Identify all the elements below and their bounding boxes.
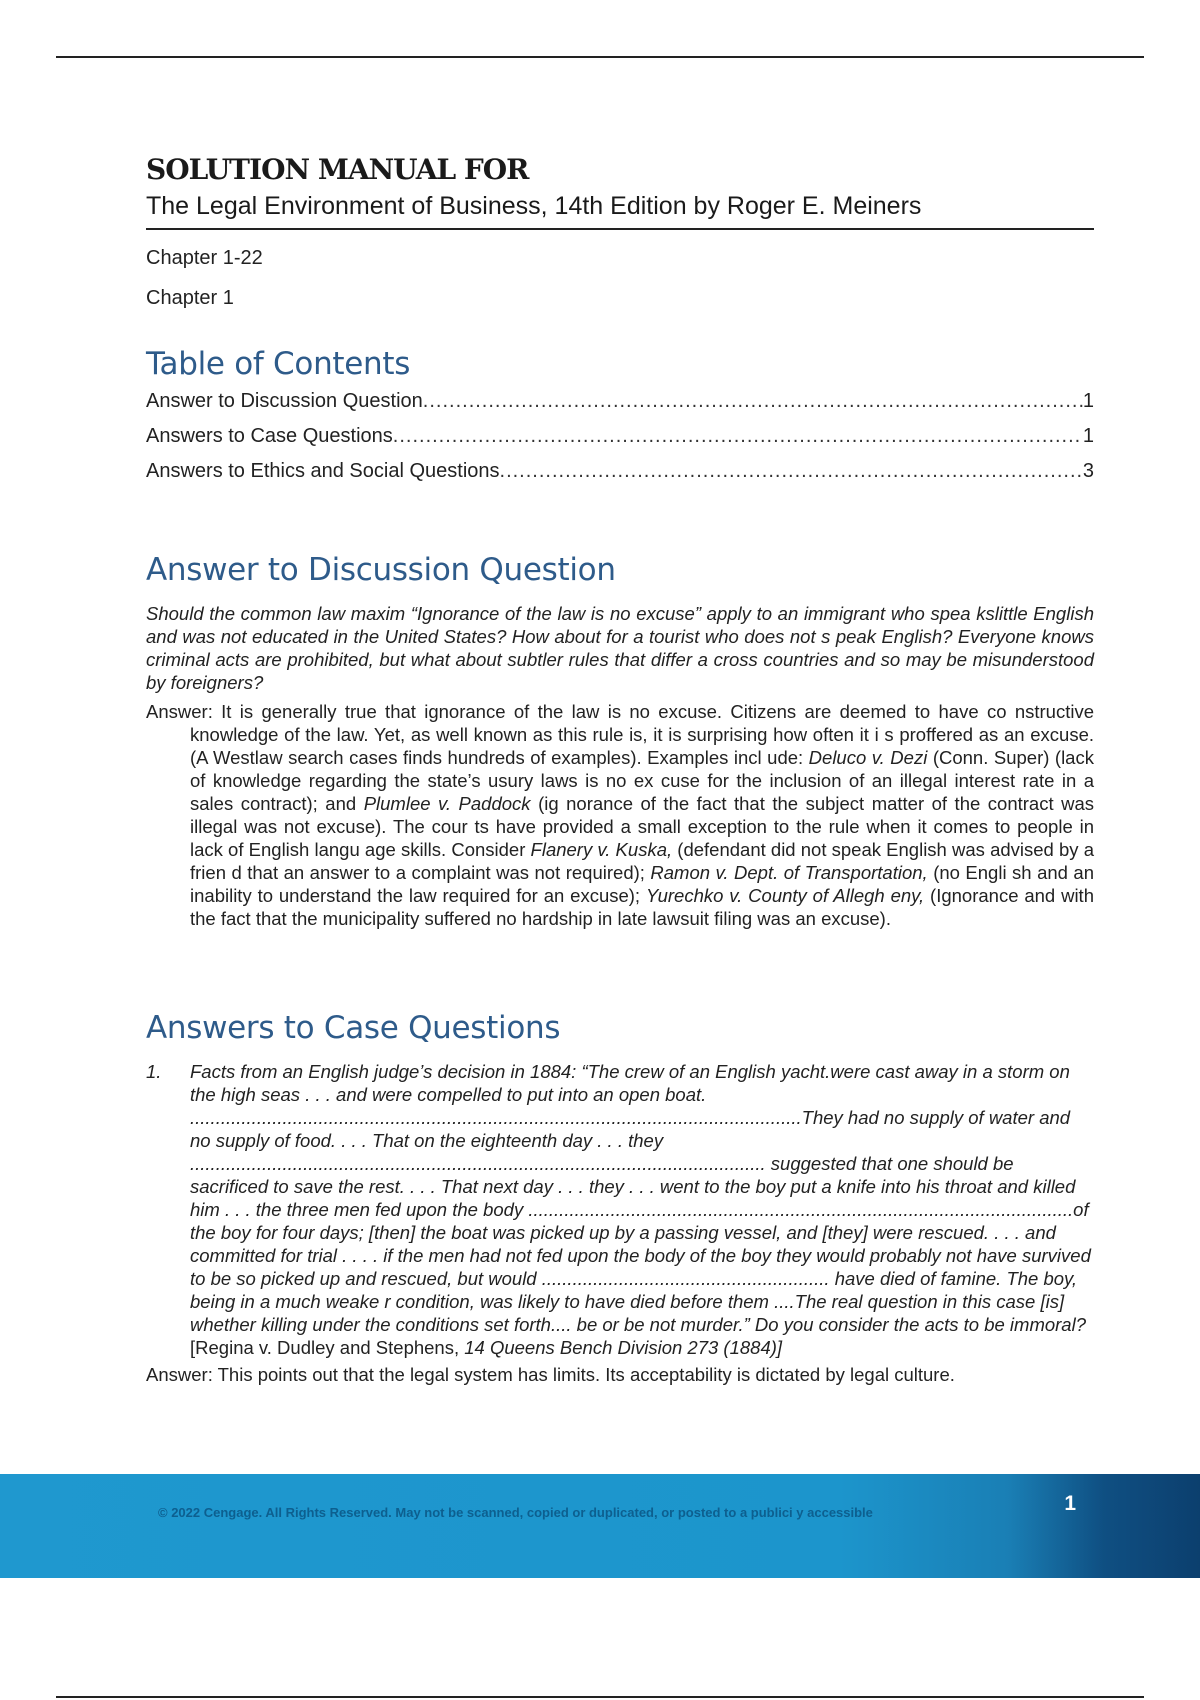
toc-entry[interactable]: [146, 384, 1094, 419]
toc-entry-page: 1: [1082, 390, 1094, 412]
document-subtitle: The Legal Environment of Business, 14th Edition by Roger E. Meiners: [146, 188, 1094, 230]
answer-text-segment: (no Engli sh and an inability to understand the law required for an excuse);: [190, 862, 1094, 906]
case-citation: Flanery v. Kuska,: [530, 839, 673, 860]
case-citation-line: [190, 1336, 1094, 1359]
chapters-range: Chapter 1-22: [146, 247, 263, 269]
toc-leader: [500, 454, 1083, 489]
case-citation: Yurechko v. County of Allegh eny,: [645, 885, 925, 906]
toc-entry-label: Answers to Case Questions: [146, 425, 393, 447]
discussion-question: Should the common law maxim “Ignorance of the law is no excuse” apply to an immigrant who spea kslittle English and was not educated in the United States? How about for a tourist who does not s peak English? Everyone knows criminal acts are prohibited, but what about subtler rules that differ a cross countries and so may be misunderstood by foreigners?: [146, 603, 1094, 693]
case-citation: Plumlee v. Paddock: [363, 793, 531, 814]
toc-entry-label: Answer to Discussion Question: [146, 390, 423, 412]
toc-entry[interactable]: [146, 419, 1094, 454]
footer-band: [0, 1474, 1200, 1578]
case-question-text: Facts from an English judge’s decision in 1884: “The crew of an English yacht.were cast away in a storm on the high seas . . . and were compelled to put into an open boat. .......................................................................................................................They had no supply of water and no supply of food. . . . That on the eighteenth day . . . they ................................................................................................................ suggested that one should be sacrificed to save the rest. . . . That next day . . . they . . . went to the boy put a knife into his throat and killed him . . . the three men fed upon the body ..........................................................................................................of the boy for four days; [then] the boat was picked up by a passing vessel, and [they] were rescued. . . . and committed for trial . . . . if the men had not fed upon the body of the boy they would probably not have survived to be so picked up and rescued, but would ........................................................ have died of famine. The boy, being in a much weake r condition, was likely to have died before them ....The real question in this case [is] whether killing under the conditions set forth.... be or be not murder.” Do you consider the acts to be immoral?: [190, 1061, 1091, 1335]
answer-text-segment: (Ignorance and with the fact that the municipality suffered no hardship in late lawsuit filing was an excuse).: [190, 885, 1094, 929]
document-header: [146, 152, 1094, 310]
answer-text-segment: (ig norance of the fact that the subject matter of the contract was illegal was not excuse). The cour ts have provided a small exception to the rule when it comes to people in lack of English langu age skills. Consider: [190, 793, 1094, 860]
case-item-body: [190, 1060, 1094, 1359]
toc-heading: Table of Contents: [146, 346, 411, 382]
chapter-label: Chapter 1: [146, 287, 234, 309]
document-title: SOLUTION MANUAL FOR: [146, 153, 529, 186]
bottom-rule: [56, 1696, 1144, 1698]
top-rule: [56, 56, 1144, 58]
case-citation-reporter: 14 Queens Bench Division 273 (1884)]: [459, 1337, 783, 1358]
toc-entry[interactable]: [146, 454, 1094, 489]
toc-entry-label: Answers to Ethics and Social Questions: [146, 460, 500, 482]
toc-leader: [393, 419, 1083, 454]
answer-text-segment: Answer: It is generally true that ignorance of the law is no excuse. Citizens are deemed to have co nstructive knowledge of the law. Yet, as well known as this rule is, it is surprising how often it i s proffered as an excuse. (A Westlaw search cases finds hundreds of examples). Examples incl ude:: [146, 701, 1094, 768]
discussion-heading: Answer to Discussion Question: [146, 552, 616, 588]
case-answer: Answer: This points out that the legal system has limits. Its acceptability is dictated by legal culture.: [146, 1364, 955, 1385]
case-questions-heading: Answers to Case Questions: [146, 1010, 561, 1046]
copyright-notice: © 2022 Cengage. All Rights Reserved. May not be scanned, copied or duplicated, or posted to a publici y accessible: [158, 1505, 873, 1520]
case-citation: Ramon v. Dept. of Transportation,: [650, 862, 928, 883]
answer-text-segment: (Conn. Super) (lack of knowledge regarding the state’s usury laws is no ex cuse for the inclusion of an illegal interest rate in a sales contract); and: [190, 747, 1094, 814]
case-citation-name: [Regina v. Dudley and Stephens,: [190, 1337, 460, 1358]
answer-text-segment: (defendant did not speak English was advised by a frien d that an answer to a complaint was not required);: [190, 839, 1094, 883]
discussion-section: [146, 550, 1094, 930]
table-of-contents: [146, 344, 1094, 489]
case-item-number: 1.: [146, 1061, 162, 1082]
toc-entry-page: 3: [1082, 460, 1094, 482]
case-citation: Deluco v. Dezi: [808, 747, 928, 768]
toc-leader: [423, 384, 1083, 419]
toc-entry-page: 1: [1082, 425, 1094, 447]
list-item: [146, 1060, 1094, 1359]
page-number: 1: [1064, 1492, 1076, 1515]
discussion-answer: [146, 700, 1094, 930]
case-questions-section: [146, 1008, 1094, 1386]
